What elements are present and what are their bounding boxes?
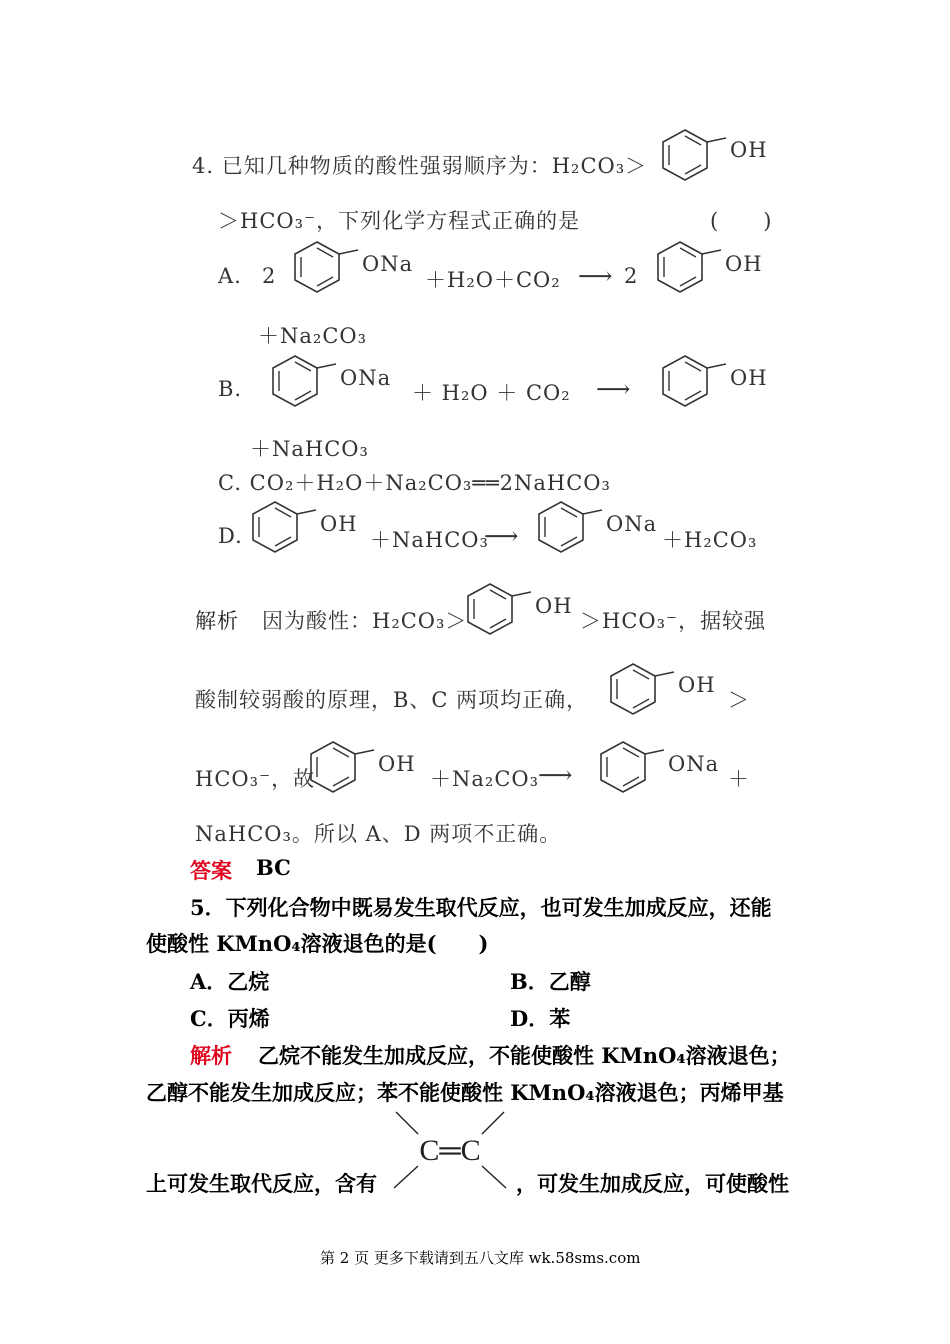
reaction-arrow: ⟶: [596, 375, 632, 403]
phenol-structure: [660, 128, 730, 184]
analysis-line1b: ＞HCO₃⁻，据较强: [580, 609, 767, 633]
q5-stem-line1: 5．下列化合物中既易发生取代反应，也可发生加成反应，还能: [190, 895, 772, 920]
phenol-structure: [308, 740, 378, 796]
phenol-structure: [655, 240, 725, 296]
analysis-line2b: ＞: [728, 688, 750, 712]
q5-analysis-line2: 乙醇不能发生加成反应；苯不能使酸性 KMnO₄溶液退色；丙烯甲基: [146, 1080, 784, 1105]
q5-option-a: A．乙烷: [190, 969, 270, 994]
analysis-line4: NaHCO₃。所以 A、D 两项不正确。: [195, 822, 562, 846]
option-a-coef2: 2: [624, 264, 639, 288]
option-d-label: D.: [218, 524, 243, 548]
option-b-reactants: ＋ H₂O ＋ CO₂: [412, 381, 571, 405]
option-d-product: ＋H₂CO₃: [662, 528, 758, 552]
analysis-line1a: 因为酸性：H₂CO₃＞: [262, 609, 468, 633]
phenol-structure: [250, 500, 320, 556]
ona-group-label: ONa: [340, 366, 392, 390]
answer-value: BC: [256, 855, 291, 880]
reaction-arrow: ⟶: [578, 262, 614, 290]
q5-analysis-label: 解析: [190, 1043, 232, 1068]
sodium-phenoxide-structure: [270, 354, 340, 410]
q4-stem-line2: ＞HCO₃⁻，下列化学方程式正确的是: [218, 209, 581, 233]
option-d-reactant: ＋NaHCO₃: [370, 528, 489, 552]
q4-stem-line1: 4. 已知几种物质的酸性强弱顺序为：H₂CO₃＞: [192, 154, 648, 178]
q5-option-c: C．丙烯: [190, 1006, 270, 1031]
phenol-structure: [660, 354, 730, 410]
q5-analysis-line3a: 上可发生取代反应，含有: [146, 1171, 377, 1196]
oh-group-label: OH: [730, 366, 768, 390]
sodium-phenoxide-structure: [598, 740, 668, 796]
option-a-reactants: ＋H₂O＋CO₂: [425, 268, 561, 292]
q5-analysis-line1: 乙烷不能发生加成反应，不能使酸性 KMnO₄溶液退色；: [258, 1043, 791, 1068]
analysis-label: 解析: [195, 609, 239, 633]
sodium-phenoxide-structure: [292, 240, 362, 296]
analysis-line3d: ＋: [728, 767, 750, 791]
alkene-double-bond-structure: [388, 1110, 513, 1192]
option-a-product: ＋Na₂CO₃: [258, 324, 368, 348]
q5-option-d: D．苯: [510, 1006, 571, 1031]
answer-blank: ( ): [710, 209, 773, 233]
page-footer: 第 2 页 更多下载请到五八文库 wk.58sms.com: [320, 1249, 641, 1267]
analysis-line2a: 酸制较弱酸的原理，B、C 两项均正确，: [195, 688, 589, 712]
analysis-line3b: ＋Na₂CO₃: [430, 767, 540, 791]
option-a-label: A.: [218, 264, 242, 288]
oh-group-label: OH: [535, 594, 573, 618]
oh-group-label: OH: [730, 138, 768, 162]
option-b-label: B.: [218, 377, 243, 401]
oh-group-label: OH: [678, 673, 716, 697]
oh-group-label: OH: [320, 512, 358, 536]
oh-group-label: OH: [378, 752, 416, 776]
phenol-structure: [465, 582, 535, 638]
option-c-text: C. CO₂＋H₂O＋Na₂CO₃══2NaHCO₃: [218, 471, 611, 495]
q5-stem-line2: 使酸性 KMnO₄溶液退色的是( ): [146, 931, 489, 956]
option-a-coef: 2: [262, 264, 277, 288]
oh-group-label: OH: [725, 252, 763, 276]
q5-analysis-line3b: ，可发生加成反应，可使酸性: [516, 1171, 789, 1196]
reaction-arrow: ⟶: [484, 522, 520, 550]
ona-group-label: ONa: [668, 752, 720, 776]
option-b-product: ＋NaHCO₃: [250, 437, 369, 461]
q5-option-b: B．乙醇: [510, 969, 591, 994]
ona-group-label: ONa: [362, 252, 414, 276]
sodium-phenoxide-structure: [536, 500, 606, 556]
analysis-line3a: HCO₃⁻，故: [195, 767, 316, 791]
phenol-structure: [608, 662, 678, 718]
reaction-arrow: ⟶: [538, 761, 574, 789]
ona-group-label: ONa: [606, 512, 658, 536]
cc-double-bond-text: C═C: [419, 1134, 481, 1167]
answer-label: 答案: [190, 858, 232, 883]
